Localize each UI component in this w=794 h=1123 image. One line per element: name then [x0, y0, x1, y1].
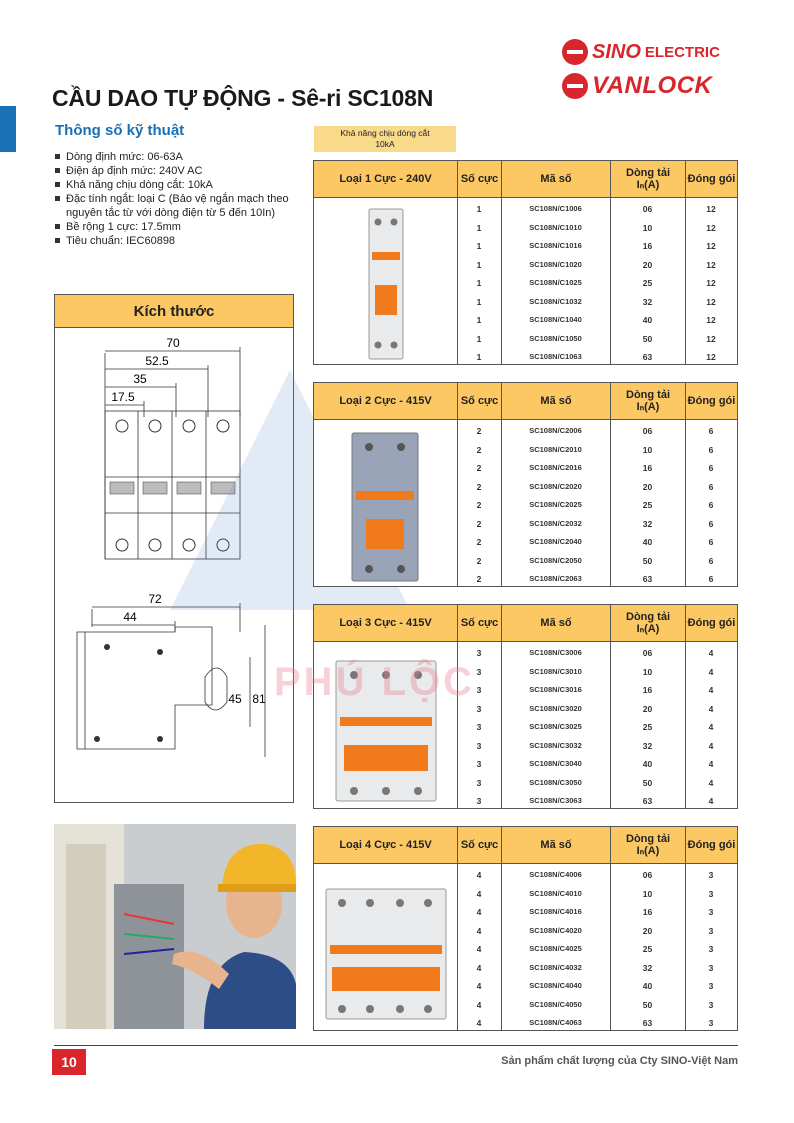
- product-table-3-pole: [313, 604, 738, 809]
- header-current-unit: Iₙ(A): [636, 179, 660, 191]
- cell-pack: 4: [708, 722, 714, 732]
- spec-item: Khả năng chịu dòng cắt: 10kA: [55, 178, 295, 192]
- cell-current: 50: [642, 333, 653, 344]
- table-row: [457, 996, 737, 1015]
- cell-code: SC108N/C4025: [529, 944, 582, 953]
- cell-pack: 12: [706, 352, 716, 362]
- table-row: [457, 885, 737, 904]
- table-row: [457, 681, 737, 700]
- cell-pack: 6: [708, 574, 714, 584]
- header-current: [610, 827, 685, 863]
- dim-label: 70: [166, 336, 180, 350]
- footer-text: Sản phẩm chất lượng của Cty SINO-Việt Nam: [501, 1055, 738, 1067]
- brand-logo: [562, 35, 742, 107]
- spec-item: Bề rộng 1 cực: 17.5mm: [55, 220, 295, 234]
- table-header: [314, 827, 737, 864]
- footer-divider: [54, 1045, 738, 1046]
- table-row: [457, 459, 737, 478]
- header-current-label: Dòng tải: [626, 389, 670, 401]
- breaker-image-4p: [314, 863, 457, 1030]
- cell-code: SC108N/C4006: [529, 870, 582, 879]
- breaker-image-1p: [314, 197, 457, 364]
- header-current-label: Dòng tải: [626, 167, 670, 179]
- cell-poles: 3: [476, 703, 482, 714]
- header-pack: Đóng gói: [685, 161, 737, 197]
- header-poles: Số cực: [457, 383, 501, 419]
- cell-current: 06: [642, 648, 653, 658]
- cell-poles: 1: [476, 204, 482, 214]
- cell-poles: 1: [476, 333, 482, 344]
- cell-poles: 1: [476, 222, 482, 233]
- table-row: [457, 792, 737, 811]
- cell-pack: 3: [708, 907, 714, 917]
- header-current-label: Dòng tải: [626, 833, 670, 845]
- spec-list: [55, 150, 295, 248]
- cell-pack: 6: [708, 555, 714, 566]
- table-row: [457, 755, 737, 774]
- sino-mark-icon: [562, 39, 588, 65]
- cell-current: 10: [642, 888, 653, 899]
- header-pack: Đóng gói: [685, 827, 737, 863]
- cell-current: 20: [642, 703, 653, 714]
- cell-pack: 6: [708, 426, 714, 436]
- table-type-label: Loại 1 Cực - 240V: [339, 173, 432, 185]
- cell-code: SC108N/C3032: [529, 740, 582, 750]
- cell-current: 32: [642, 518, 653, 529]
- cell-current: 40: [642, 981, 653, 991]
- cell-code: SC108N/C1032: [529, 296, 582, 306]
- cell-current: 32: [642, 296, 653, 307]
- cell-code: SC108N/C3063: [529, 796, 582, 805]
- cell-code: SC108N/C2032: [529, 518, 582, 528]
- table-row: [457, 903, 737, 922]
- cell-poles: 4: [476, 944, 482, 954]
- cell-current: 10: [642, 444, 653, 455]
- cell-current: 32: [642, 740, 653, 751]
- cell-pack: 12: [706, 241, 716, 251]
- cell-current: 40: [642, 315, 653, 325]
- cell-current: 40: [642, 537, 653, 547]
- cell-poles: 2: [476, 555, 482, 566]
- cell-poles: 4: [476, 925, 482, 936]
- cell-current: 25: [642, 722, 653, 732]
- table-row: [457, 644, 737, 663]
- cell-poles: 3: [476, 759, 482, 769]
- cell-poles: 3: [476, 685, 482, 695]
- table-row: [457, 422, 737, 441]
- cell-current: 50: [642, 777, 653, 788]
- header-poles: Số cực: [457, 605, 501, 641]
- table-row: [457, 700, 737, 719]
- cell-current: 63: [642, 796, 653, 806]
- cell-code: SC108N/C2010: [529, 444, 582, 454]
- cell-poles: 1: [476, 315, 482, 325]
- table-row: [457, 663, 737, 682]
- table-row: [457, 256, 737, 275]
- cell-current: 06: [642, 870, 653, 880]
- cell-poles: 3: [476, 796, 482, 806]
- spec-heading: Thông số kỹ thuật: [55, 122, 185, 139]
- cell-pack: 4: [708, 703, 714, 714]
- cell-poles: 4: [476, 999, 482, 1010]
- cell-current: 06: [642, 426, 653, 436]
- table-row: [457, 922, 737, 941]
- header-current-label: Dòng tải: [626, 611, 670, 623]
- table-row: [457, 1014, 737, 1033]
- cell-code: SC108N/C1006: [529, 204, 582, 213]
- cell-current: 25: [642, 944, 653, 954]
- table-row: [457, 441, 737, 460]
- cell-code: SC108N/C4063: [529, 1018, 582, 1027]
- spec-item: Điện áp định mức: 240V AC: [55, 164, 295, 178]
- table-row: [457, 737, 737, 756]
- dim-label: 35: [133, 372, 147, 386]
- product-table-1-pole: [313, 160, 738, 365]
- table-row: [457, 866, 737, 885]
- cell-pack: 6: [708, 537, 714, 547]
- cell-current: 20: [642, 481, 653, 492]
- cell-poles: 2: [476, 500, 482, 510]
- table-row: [457, 718, 737, 737]
- cell-code: SC108N/C4010: [529, 888, 582, 898]
- table-type-label: Loại 3 Cực - 415V: [339, 617, 432, 629]
- cell-pack: 3: [708, 944, 714, 954]
- section-tab: [0, 106, 16, 152]
- table-header: [314, 161, 737, 198]
- cell-pack: 4: [708, 740, 714, 751]
- cell-poles: 2: [476, 574, 482, 584]
- watermark-text: PHÚ LỘC: [274, 660, 475, 704]
- cell-current: 10: [642, 222, 653, 233]
- cell-pack: 4: [708, 648, 714, 658]
- cell-pack: 4: [708, 666, 714, 677]
- table-body: [457, 422, 737, 589]
- table-row: [457, 311, 737, 330]
- cell-code: SC108N/C2016: [529, 463, 582, 472]
- dim-label: 72: [148, 592, 162, 606]
- table-header: [314, 605, 737, 642]
- table-row: [457, 533, 737, 552]
- header-code: Mã số: [501, 605, 610, 641]
- cell-pack: 12: [706, 204, 716, 214]
- cell-current: 06: [642, 204, 653, 214]
- table-row: [457, 552, 737, 571]
- cell-code: SC108N/C1020: [529, 259, 582, 269]
- cell-code: SC108N/C4040: [529, 981, 582, 990]
- header-current: [610, 383, 685, 419]
- cell-code: SC108N/C2020: [529, 481, 582, 491]
- sino-wordmark: SINO: [592, 40, 641, 63]
- header-current-unit: Iₙ(A): [636, 623, 660, 635]
- table-row: [457, 219, 737, 238]
- dim-label: 17.5: [111, 390, 135, 404]
- cell-code: SC108N/C4032: [529, 962, 582, 972]
- header-code: Mã số: [501, 827, 610, 863]
- cell-pack: 3: [708, 888, 714, 899]
- capacity-label: Khả năng chịu dòng cắt: [340, 128, 430, 138]
- product-table-4-pole: [313, 826, 738, 1031]
- cell-code: SC108N/C2006: [529, 426, 582, 435]
- cell-current: 63: [642, 352, 653, 362]
- table-row: [457, 977, 737, 996]
- table-row: [457, 940, 737, 959]
- cell-code: SC108N/C3010: [529, 666, 582, 676]
- cell-poles: 3: [476, 740, 482, 751]
- table-type-label: Loại 4 Cực - 415V: [339, 839, 432, 851]
- table-row: [457, 959, 737, 978]
- dim-label: 81: [252, 692, 266, 706]
- cell-poles: 4: [476, 907, 482, 917]
- table-body: [457, 200, 737, 367]
- cell-poles: 2: [476, 481, 482, 492]
- table-row: [457, 478, 737, 497]
- table-type-label: Loại 2 Cực - 415V: [339, 395, 432, 407]
- header-code: Mã số: [501, 383, 610, 419]
- cell-pack: 3: [708, 981, 714, 991]
- header-current: [610, 161, 685, 197]
- cell-current: 25: [642, 500, 653, 510]
- table-row: [457, 274, 737, 293]
- cell-poles: 3: [476, 648, 482, 658]
- cell-code: SC108N/C4016: [529, 907, 582, 916]
- table-row: [457, 515, 737, 534]
- cell-current: 50: [642, 999, 653, 1010]
- electric-wordmark: ELECTRIC: [644, 43, 720, 61]
- cell-pack: 4: [708, 777, 714, 788]
- cell-code: SC108N/C2063: [529, 574, 582, 583]
- cell-poles: 1: [476, 278, 482, 288]
- product-table-2-pole: [313, 382, 738, 587]
- table-row: [457, 237, 737, 256]
- electrician-photo: [54, 824, 296, 1029]
- cell-pack: 3: [708, 925, 714, 936]
- cell-code: SC108N/C4020: [529, 925, 582, 935]
- header-poles: Số cực: [457, 827, 501, 863]
- cell-code: SC108N/C1025: [529, 278, 582, 287]
- cell-current: 20: [642, 259, 653, 270]
- dim-label: 52.5: [145, 354, 169, 368]
- header-current-unit: Iₙ(A): [636, 401, 660, 413]
- cell-poles: 1: [476, 241, 482, 251]
- breaker-image-2p: [314, 419, 457, 586]
- cell-code: SC108N/C2040: [529, 537, 582, 546]
- cell-poles: 1: [476, 352, 482, 362]
- cell-code: SC108N/C1016: [529, 241, 582, 250]
- cell-poles: 4: [476, 888, 482, 899]
- header-current-unit: Iₙ(A): [636, 845, 660, 857]
- cell-current: 63: [642, 1018, 653, 1028]
- table-row: [457, 570, 737, 589]
- cell-code: SC108N/C3050: [529, 777, 582, 787]
- spec-item: Dòng định mức: 06-63A: [55, 150, 295, 164]
- cell-code: SC108N/C1050: [529, 333, 582, 343]
- cell-pack: 12: [706, 333, 716, 344]
- cell-code: SC108N/C3040: [529, 759, 582, 768]
- cell-pack: 6: [708, 481, 714, 492]
- cell-pack: 12: [706, 278, 716, 288]
- cell-poles: 1: [476, 259, 482, 270]
- cell-poles: 3: [476, 777, 482, 788]
- cell-pack: 4: [708, 685, 714, 695]
- table-body: [457, 644, 737, 811]
- cell-poles: 4: [476, 962, 482, 973]
- header-poles: Số cực: [457, 161, 501, 197]
- cell-code: SC108N/C3016: [529, 685, 582, 694]
- table-row: [457, 200, 737, 219]
- table-row: [457, 330, 737, 349]
- page-number: 10: [52, 1049, 86, 1075]
- cell-pack: 4: [708, 796, 714, 806]
- cell-poles: 3: [476, 666, 482, 677]
- cell-current: 32: [642, 962, 653, 973]
- cell-pack: 6: [708, 500, 714, 510]
- table-row: [457, 496, 737, 515]
- cell-current: 20: [642, 925, 653, 936]
- cell-current: 16: [642, 907, 653, 917]
- cell-pack: 3: [708, 962, 714, 973]
- cell-code: SC108N/C1010: [529, 222, 582, 232]
- cell-code: SC108N/C1063: [529, 352, 582, 361]
- cell-pack: 3: [708, 870, 714, 880]
- capacity-value: 10kA: [375, 139, 395, 149]
- header-current: [610, 605, 685, 641]
- breaking-capacity-note: [314, 126, 456, 152]
- cell-code: SC108N/C3020: [529, 703, 582, 713]
- cell-current: 40: [642, 759, 653, 769]
- cell-poles: 3: [476, 722, 482, 732]
- cell-poles: 2: [476, 537, 482, 547]
- cell-poles: 2: [476, 426, 482, 436]
- cell-current: 10: [642, 666, 653, 677]
- table-row: [457, 348, 737, 367]
- header-pack: Đóng gói: [685, 383, 737, 419]
- vanlock-mark-icon: [562, 73, 588, 99]
- cell-poles: 4: [476, 981, 482, 991]
- cell-poles: 4: [476, 870, 482, 880]
- table-header: [314, 383, 737, 420]
- cell-pack: 12: [706, 315, 716, 325]
- cell-pack: 12: [706, 259, 716, 270]
- table-body: [457, 866, 737, 1033]
- header-pack: Đóng gói: [685, 605, 737, 641]
- cell-pack: 6: [708, 518, 714, 529]
- cell-current: 16: [642, 685, 653, 695]
- table-row: [457, 774, 737, 793]
- cell-pack: 3: [708, 1018, 714, 1028]
- cell-pack: 6: [708, 444, 714, 455]
- cell-current: 50: [642, 555, 653, 566]
- vanlock-wordmark: VANLOCK: [592, 72, 713, 99]
- cell-current: 25: [642, 278, 653, 288]
- cell-current: 16: [642, 463, 653, 473]
- dimension-heading: Kích thước: [55, 295, 293, 328]
- dim-label: 44: [123, 610, 137, 624]
- cell-code: SC108N/C4050: [529, 999, 582, 1009]
- cell-poles: 1: [476, 296, 482, 307]
- cell-pack: 12: [706, 296, 716, 307]
- cell-poles: 2: [476, 463, 482, 473]
- header-code: Mã số: [501, 161, 610, 197]
- cell-current: 16: [642, 241, 653, 251]
- spec-item: Tiêu chuẩn: IEC60898: [55, 234, 295, 248]
- cell-code: SC108N/C1040: [529, 315, 582, 324]
- cell-poles: 4: [476, 1018, 482, 1028]
- cell-pack: 6: [708, 463, 714, 473]
- cell-code: SC108N/C2050: [529, 555, 582, 565]
- cell-current: 63: [642, 574, 653, 584]
- cell-code: SC108N/C2025: [529, 500, 582, 509]
- sino-logo: [562, 35, 742, 69]
- cell-pack: 12: [706, 222, 716, 233]
- cell-code: SC108N/C3025: [529, 722, 582, 731]
- table-row: [457, 293, 737, 312]
- spec-item: Đặc tính ngắt: loại C (Bảo vệ ngắn mạch theo nguyên tắc từ với dòng điện từ 5 đến 10In): [55, 192, 295, 220]
- vanlock-logo: [562, 69, 742, 103]
- dim-label: 45: [228, 692, 242, 706]
- cell-poles: 2: [476, 518, 482, 529]
- cell-pack: 4: [708, 759, 714, 769]
- cell-pack: 3: [708, 999, 714, 1010]
- cell-code: SC108N/C3006: [529, 648, 582, 657]
- cell-poles: 2: [476, 444, 482, 455]
- page-title: CẦU DAO TỰ ĐỘNG - Sê-ri SC108N: [52, 85, 434, 111]
